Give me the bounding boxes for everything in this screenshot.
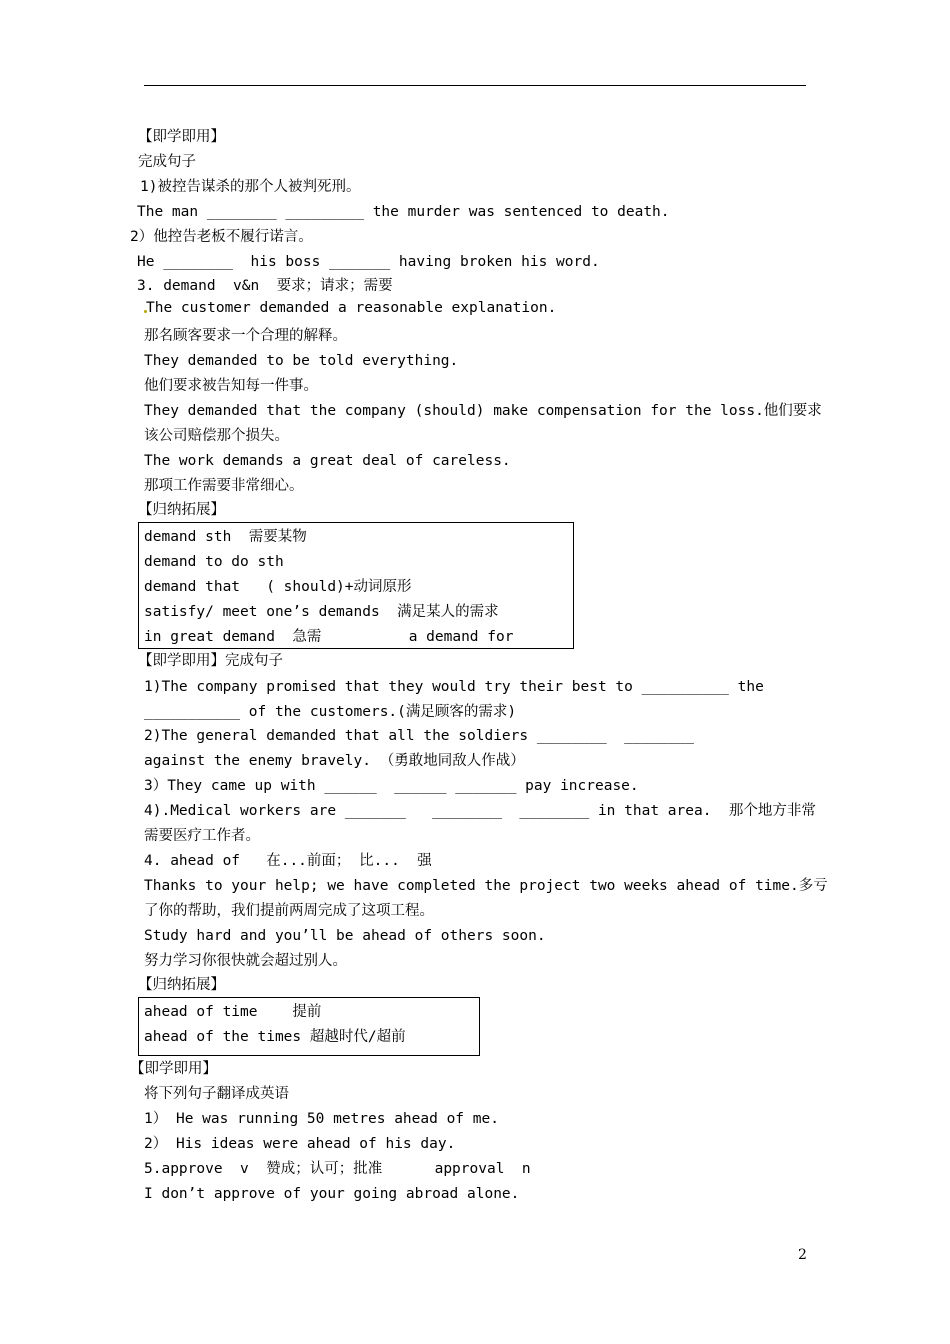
example-en: Study hard and you’ll be ahead of others soon.: [144, 928, 546, 944]
section-heading: 【即学即用】: [138, 129, 225, 145]
summary-item: demand to do sth: [144, 554, 284, 570]
word-title: 4. ahead of 在...前面； 比... 强: [144, 853, 432, 869]
summary-item: demand that ( should)+动词原形: [144, 579, 412, 595]
practice-item: 4).Medical workers are _______ ________ ________ in that area. 那个地方非常: [144, 803, 816, 819]
practice-item: against the enemy bravely. （勇敢地同敌人作战）: [144, 753, 525, 769]
practice-item: 1)The company promised that they would try their best to __________ the: [144, 679, 764, 695]
word-title: 3. demand v&n 要求；请求；需要: [137, 278, 393, 294]
practice-heading: 【即学即用】完成句子: [138, 653, 283, 669]
example-en: They demanded that the company (should) make compensation for the loss.他们要求: [144, 403, 822, 419]
example-cn: 他们要求被告知每一件事。: [144, 378, 318, 394]
example-en: The customer demanded a reasonable explanation.: [146, 300, 557, 316]
example-cn: 努力学习你很快就会超过别人。: [144, 953, 347, 969]
example-cn: 了你的帮助，我们提前两周完成了这项工程。: [144, 903, 434, 919]
example-en: Thanks to your help; we have completed the project two weeks ahead of time.多亏: [144, 878, 828, 894]
example-cn: 那名顾客要求一个合理的解释。: [144, 328, 347, 344]
instruction: 将下列句子翻译成英语: [144, 1086, 289, 1102]
summary-heading: 【归纳拓展】: [138, 502, 225, 518]
practice-item: 3）They came up with ______ ______ _______ pay increase.: [144, 778, 639, 794]
practice-item: 2)The general demanded that all the soldiers ________ ________: [144, 728, 694, 744]
summary-item: demand sth 需要某物: [144, 529, 307, 545]
example-en: I don’t approve of your going abroad alone.: [144, 1186, 520, 1202]
question-cn: 2）他控告老板不履行诺言。: [130, 229, 313, 245]
example-cn: 那项工作需要非常细心。: [144, 478, 304, 494]
header-rule: [144, 85, 806, 86]
practice-item: ___________ of the customers.(满足顾客的需求): [144, 704, 517, 720]
practice-item: 2） His ideas were ahead of his day.: [144, 1136, 456, 1152]
practice-item: 需要医疗工作者。: [144, 828, 260, 844]
page-number: 2: [798, 1247, 807, 1263]
practice-heading: 【即学即用】: [130, 1061, 217, 1077]
summary-box: [138, 522, 574, 649]
summary-box: [138, 997, 480, 1056]
summary-item: ahead of the times 超越时代/超前: [144, 1029, 406, 1045]
example-en: The work demands a great deal of careless.: [144, 453, 511, 469]
summary-item: ahead of time 提前: [144, 1004, 322, 1020]
example-en: They demanded to be told everything.: [144, 353, 459, 369]
instruction: 完成句子: [138, 154, 196, 170]
practice-item: 1） He was running 50 metres ahead of me.: [144, 1111, 499, 1127]
question-en: The man ________ _________ the murder was sentenced to death.: [137, 204, 670, 220]
question-cn: 1)被控告谋杀的那个人被判死刑。: [140, 179, 361, 195]
summary-item: in great demand 急需 a demand for: [144, 629, 514, 645]
word-title: 5.approve v 赞成；认可；批准 approval n: [144, 1161, 531, 1177]
question-en: He ________ his boss _______ having broken his word.: [137, 254, 600, 270]
summary-heading: 【归纳拓展】: [138, 977, 225, 993]
summary-item: satisfy/ meet one’s demands 满足某人的需求: [144, 604, 499, 620]
example-cn: 该公司赔偿那个损失。: [144, 428, 289, 444]
